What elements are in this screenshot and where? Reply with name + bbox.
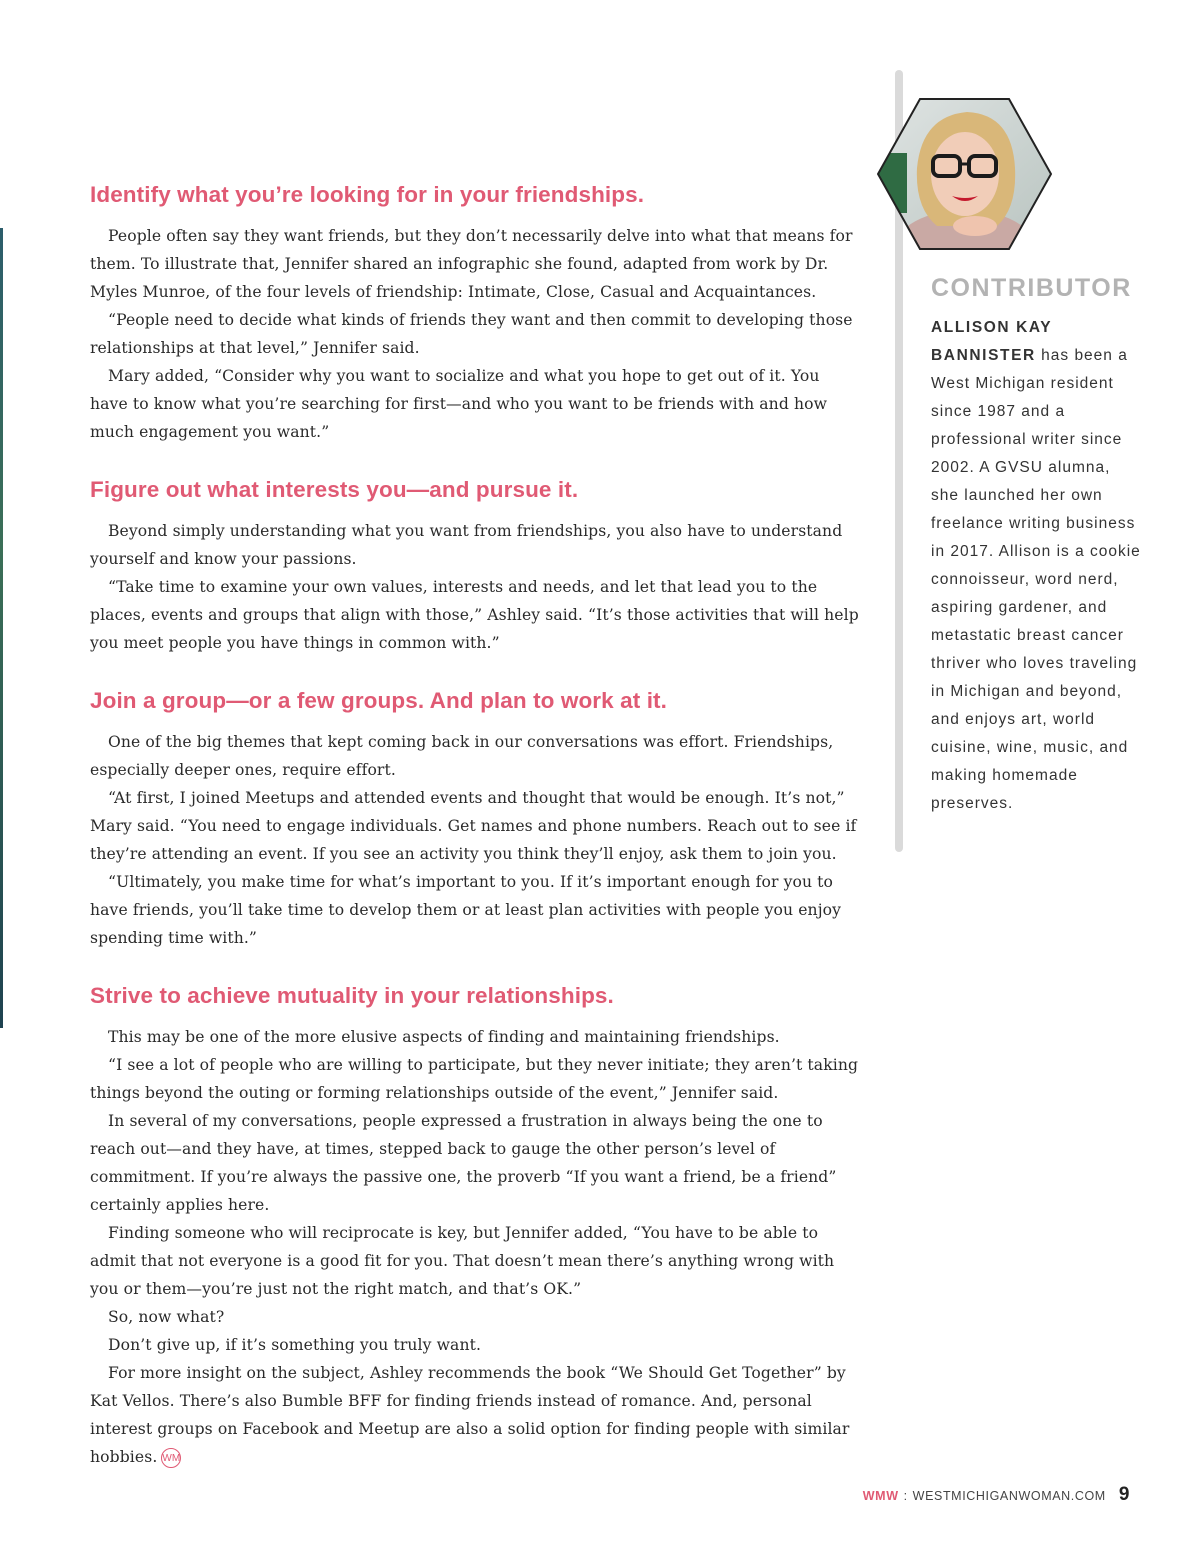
paragraph: “Take time to examine your own values, interests and needs, and let that lead you to the places, events and groups that align with those,” Ashley said. “It’s those activities that will help you meet people you have things in common with.” bbox=[90, 578, 859, 652]
contributor-bio bbox=[931, 314, 1141, 818]
paragraph: This may be one of the more elusive aspects of finding and maintaining friendships. bbox=[108, 1028, 780, 1046]
left-edge-rule bbox=[0, 228, 3, 1028]
end-mark-icon: WM bbox=[161, 1448, 181, 1468]
page-number: 9 bbox=[1118, 1484, 1130, 1505]
paragraph: People often say they want friends, but they don’t necessarily delve into what that means for them. To illustrate that, Jennifer shared an infographic she found, adapted from work by Dr. Myles Munroe, of the four levels of friendship: Intimate, Close, Casual and Acquaintances. bbox=[90, 227, 853, 301]
paragraph: Mary added, “Consider why you want to socialize and what you hope to get out of it. You have to know what you’re searching for first—and who you want to be friends with and how much engagement you want.” bbox=[90, 367, 828, 441]
page-footer bbox=[863, 1484, 1130, 1506]
section-heading: Strive to achieve mutuality in your relationships. bbox=[90, 983, 614, 1008]
footer-brand: WMW bbox=[862, 1489, 899, 1503]
paragraph: “I see a lot of people who are willing to participate, but they never initiate; they aren’t taking things beyond the outing or forming relationships outside of the event,” Jennifer said. bbox=[90, 1056, 859, 1102]
paragraph: Don’t give up, if it’s something you truly want. bbox=[108, 1336, 482, 1354]
paragraph: “Ultimately, you make time for what’s important to you. If it’s important enough for you to have friends, you’ll take time to develop them or at least plan activities with people you enjoy spending time with.” bbox=[90, 873, 842, 947]
paragraph-final bbox=[90, 1359, 860, 1471]
section-heading: Join a group—or a few groups. And plan to work at it. bbox=[90, 688, 667, 713]
article-body bbox=[90, 182, 860, 1502]
section-identify bbox=[90, 182, 860, 446]
paragraph: “At first, I joined Meetups and attended events and thought that would be enough. It’s not,” Mary said. “You need to engage individuals. Get names and phone numbers. Reach out to see if they’re attending an event. If you see an activity you think they’ll enjoy, ask them to join you. bbox=[90, 789, 857, 863]
contributor-name: ALLISON KAY BANNISTER bbox=[931, 319, 1052, 364]
section-interests bbox=[90, 477, 860, 657]
section-heading: Identify what you’re looking for in your friendships. bbox=[90, 182, 645, 207]
contributor-bio-text: has been a West Michigan resident since 1987 and a professional writer since 2002. A GVSU alumna, she launched her own freelance writing business in 2017. Allison is a cookie connoisseur, word nerd, aspiring gardener, and metastatic breast cancer thriver who loves traveling in Michigan and beyond, and enjoys art, world cuisine, wine, music, and making homemade preserves. bbox=[931, 347, 1141, 812]
footer-separator: : bbox=[903, 1489, 908, 1503]
paragraph: So, now what? bbox=[108, 1308, 225, 1326]
paragraph: Beyond simply understanding what you want from friendships, you also have to understand yourself and know your passions. bbox=[90, 522, 843, 568]
paragraph: “People need to decide what kinds of friends they want and then commit to developing those relationships at that level,” Jennifer said. bbox=[90, 311, 853, 357]
paragraph-final-text: For more insight on the subject, Ashley recommends the book “We Should Get Together” by Kat Vellos. There’s also Bumble BFF for finding friends instead of romance. And, personal interest groups on Facebook and Meetup are also a solid option for finding people with similar hobbies. bbox=[90, 1364, 850, 1466]
footer-site: WESTMICHIGANWOMAN.COM bbox=[912, 1489, 1106, 1503]
paragraph: In several of my conversations, people expressed a frustration in always being the one to reach out—and they have, at times, stepped back to gauge the other person’s level of commitment. If you’re always the passive one, the proverb “If you want a friend, be a friend” certainly applies here. bbox=[90, 1112, 837, 1214]
section-mutuality bbox=[90, 983, 860, 1471]
section-heading: Figure out what interests you—and pursue it. bbox=[90, 477, 579, 502]
contributor-portrait bbox=[877, 98, 1052, 250]
paragraph: Finding someone who will reciprocate is key, but Jennifer added, “You have to be able to admit that not everyone is a good fit for you. That doesn’t mean there’s anything wrong with you or them—you’re just not the right match, and that’s OK.” bbox=[90, 1224, 835, 1298]
contributor-heading: CONTRIBUTOR bbox=[931, 274, 1132, 302]
section-join-group bbox=[90, 688, 860, 952]
paragraph: One of the big themes that kept coming back in our conversations was effort. Friendships, especially deeper ones, require effort. bbox=[90, 733, 834, 779]
